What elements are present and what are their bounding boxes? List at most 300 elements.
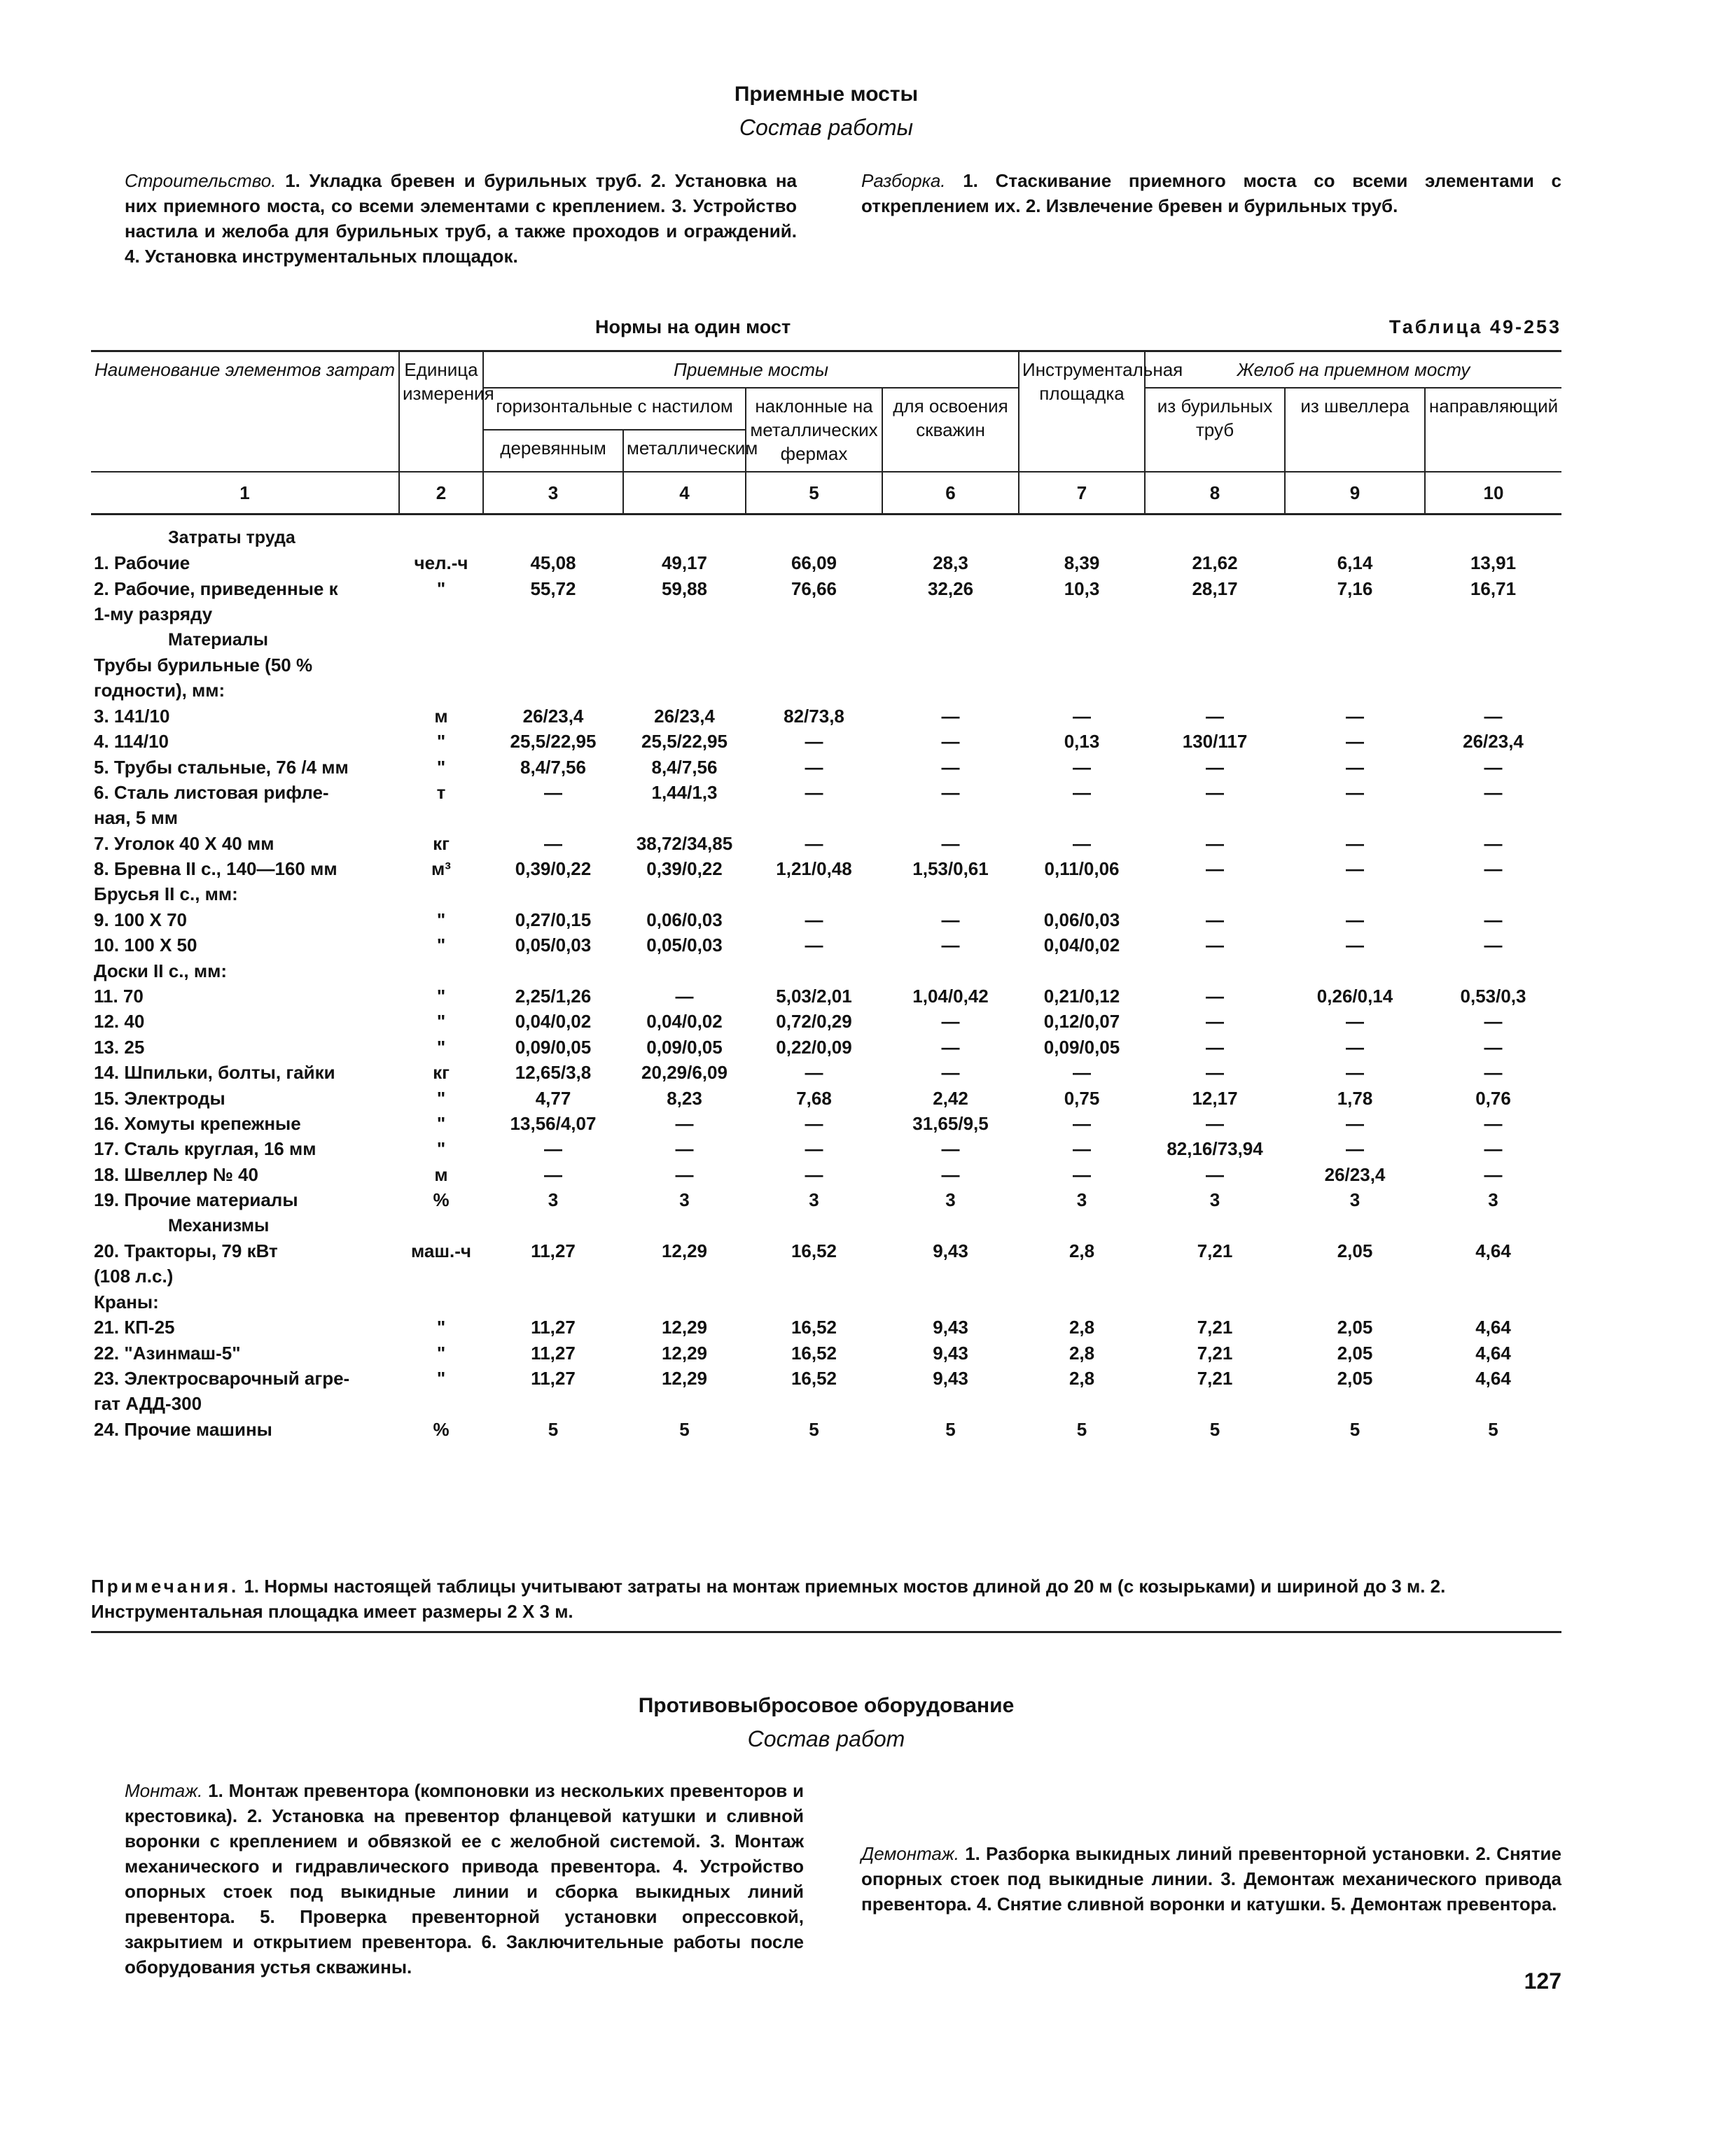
row-unit: маш.-ч [411, 1240, 471, 1261]
row-value: 3 [1209, 1189, 1220, 1211]
row-value: — [544, 1138, 562, 1160]
table-row [91, 1035, 1561, 1060]
row-value: 1,53/0,61 [912, 858, 989, 880]
row-unit: м [434, 705, 448, 727]
row-value [483, 1289, 623, 1315]
table-note [91, 1574, 1561, 1624]
row-value: 26/23,4 [522, 705, 584, 727]
row-value: 3 [679, 1189, 690, 1211]
row-value [1285, 1391, 1425, 1416]
row-unit [399, 805, 483, 830]
row-value: — [1073, 756, 1092, 778]
row-value: 4,64 [1475, 1367, 1511, 1389]
row-value: — [941, 781, 960, 803]
section1-title: Приемные мосты [734, 83, 919, 106]
row-value: 0,13 [1064, 731, 1100, 752]
row-value: 66,09 [791, 552, 837, 574]
row-unit [399, 601, 483, 626]
table-row [91, 1391, 1561, 1416]
row-unit: кг [433, 1062, 450, 1084]
section-label: Механизмы [168, 1215, 270, 1236]
row-value: — [1206, 1062, 1225, 1084]
row-unit: " [436, 1036, 446, 1058]
row-value [1425, 652, 1561, 678]
construction-lead: Строительство. [125, 170, 277, 191]
row-value: — [941, 934, 960, 956]
row-value [1019, 652, 1145, 678]
column-number: 8 [1145, 472, 1285, 514]
section1-heading [91, 83, 1561, 141]
row-value [623, 1391, 746, 1416]
row-value: 4,64 [1475, 1240, 1511, 1261]
row-value [1145, 601, 1285, 626]
row-name: 1. Рабочие [94, 552, 190, 574]
row-value: 7,68 [796, 1087, 832, 1109]
row-unit [399, 678, 483, 703]
table-row [91, 550, 1561, 575]
row-value: — [805, 934, 823, 956]
row-value: — [1484, 832, 1503, 854]
row-value: — [1206, 1011, 1225, 1032]
row-value [1285, 958, 1425, 983]
table-row [91, 1060, 1561, 1085]
row-value: 2,05 [1337, 1342, 1373, 1364]
row-value: — [941, 705, 960, 727]
row-value: 28,3 [933, 552, 968, 574]
row-value: 25,5/22,95 [510, 731, 597, 752]
row-value [623, 881, 746, 906]
row-value: — [544, 1163, 562, 1185]
table-row [91, 1187, 1561, 1212]
dismantle-text: 1. Стаскивание приемного моста со всеми элементами с откреплением их. 2. Извлечение бревен и бурильных труб. [861, 170, 1561, 216]
row-value: — [675, 1138, 694, 1160]
row-unit: чел.-ч [414, 552, 468, 574]
row-value: — [1206, 1112, 1225, 1134]
table-body [91, 514, 1561, 1443]
header-name: Наименование элементов затрат [91, 351, 399, 472]
mount-text: 1. Монтаж превентора (компоновки из нескольких превенторов и крестовика). 2. Установка на превентор фланцевой катушки и сливной воронки с креплением и обвязкой ее с желобной системой. 3. Монтаж механического и гидравлического привода превентора. 4. Устройство опорных стоек под выкидные линии и сборка выкидных линий превентора. 5. Проверка превенторной установки опрессовкой, закрытием и открытием превентора. 6. Заключительные работы после оборудования устья скважины. [125, 1780, 804, 1977]
row-value: 5 [809, 1418, 819, 1440]
row-name: 10. 100 X 50 [94, 934, 197, 956]
row-value: 26/23,4 [654, 705, 715, 727]
dismantle-lead: Разборка. [861, 170, 946, 191]
row-name: годности), мм: [94, 680, 225, 701]
row-value: — [1346, 781, 1365, 803]
row-value: 12,65/3,8 [515, 1062, 592, 1084]
row-value: — [941, 731, 960, 752]
row-unit [399, 881, 483, 906]
mount-paragraph [125, 1778, 804, 1980]
table-row [91, 1238, 1561, 1264]
column-number: 10 [1425, 472, 1561, 514]
section-divider [91, 1631, 1561, 1633]
row-value: 82,16/73,94 [1167, 1138, 1263, 1160]
row-value [882, 881, 1019, 906]
row-value [1425, 881, 1561, 906]
table-row [91, 1009, 1561, 1034]
row-unit: " [436, 1342, 446, 1364]
norms-table [91, 350, 1561, 1442]
row-value: — [941, 1138, 960, 1160]
row-value: 16,52 [791, 1367, 837, 1389]
row-value: 49,17 [661, 552, 708, 574]
row-value: 7,21 [1197, 1342, 1233, 1364]
row-unit [399, 1264, 483, 1289]
table-row [91, 831, 1561, 856]
construction-text: 1. Укладка бревен и бурильных труб. 2. Установка на них приемного моста, со всеми элементами с креплением. 3. Устройство настила и желоба для бурильных труб, а также проходов и ограждений. 4. Установка инструментальных площадок. [125, 170, 797, 267]
row-value [1019, 1264, 1145, 1289]
row-value: — [805, 1062, 823, 1084]
row-value: — [1346, 1036, 1365, 1058]
row-value [483, 805, 623, 830]
row-value: 7,21 [1197, 1367, 1233, 1389]
row-value [483, 678, 623, 703]
row-value: 16,52 [791, 1240, 837, 1261]
row-unit: " [436, 909, 446, 930]
row-value: 2,8 [1069, 1367, 1095, 1389]
row-value: — [805, 756, 823, 778]
row-value [1145, 1391, 1285, 1416]
header-horizontal: горизонтальные с настилом [483, 388, 746, 430]
row-value [746, 1289, 882, 1315]
mount-lead: Монтаж. [125, 1780, 203, 1801]
header-from-pipes: из бурильных труб [1145, 388, 1285, 472]
row-value: — [941, 756, 960, 778]
row-unit: " [436, 731, 446, 752]
row-value: — [941, 1163, 960, 1185]
row-value [1145, 958, 1285, 983]
row-name: гат АДД-300 [94, 1393, 202, 1415]
row-value: 5 [1209, 1418, 1220, 1440]
row-value: 10,3 [1064, 578, 1100, 599]
row-value: 12,29 [661, 1342, 708, 1364]
row-value: 4,77 [535, 1087, 571, 1109]
row-value: — [805, 1112, 823, 1134]
row-value [1285, 881, 1425, 906]
row-value: — [1073, 781, 1092, 803]
row-name: 8. Бревна II с., 140—160 мм [94, 858, 337, 880]
row-name: 5. Трубы стальные, 76 /4 мм [94, 756, 349, 778]
row-unit: " [436, 934, 446, 956]
dismount-paragraph [861, 1841, 1561, 1917]
row-name: 16. Хомуты крепежные [94, 1112, 301, 1134]
row-value: 6,14 [1337, 552, 1373, 574]
row-value [483, 1264, 623, 1289]
column-number: 9 [1285, 472, 1425, 514]
row-unit [399, 1289, 483, 1315]
row-value: — [1346, 832, 1365, 854]
section2-subtitle: Состав работ [747, 1726, 905, 1751]
header-tool-platform: Инструментальная площадка [1019, 351, 1145, 472]
row-unit: " [436, 1367, 446, 1389]
row-value: 1,04/0,42 [912, 986, 989, 1007]
row-value: — [1206, 858, 1225, 880]
table-section-row [91, 514, 1561, 551]
row-value: 3 [945, 1189, 956, 1211]
row-unit: " [436, 986, 446, 1007]
row-value: 0,21/0,12 [1043, 986, 1120, 1007]
dismount-lead: Демонтаж. [861, 1843, 960, 1864]
row-name: 4. 114/10 [94, 731, 169, 752]
row-name: 19. Прочие материалы [94, 1189, 298, 1211]
table-row [91, 780, 1561, 805]
row-value: 3 [809, 1189, 819, 1211]
row-value [1019, 881, 1145, 906]
row-value: 13,56/4,07 [510, 1112, 597, 1134]
row-value [746, 652, 882, 678]
row-value: 9,43 [933, 1367, 968, 1389]
row-value: 9,43 [933, 1240, 968, 1261]
row-value: — [1484, 1036, 1503, 1058]
row-value: 11,27 [531, 1342, 576, 1364]
row-unit: " [436, 578, 446, 599]
row-value [882, 1391, 1019, 1416]
table-row [91, 576, 1561, 601]
row-value [623, 1264, 746, 1289]
row-value: — [1346, 756, 1365, 778]
row-value: 9,43 [933, 1317, 968, 1338]
table-row [91, 1111, 1561, 1136]
row-value [746, 881, 882, 906]
row-unit: кг [433, 832, 450, 854]
row-value [746, 1391, 882, 1416]
row-name: (108 л.с.) [94, 1266, 174, 1287]
row-value: 0,39/0,22 [646, 858, 723, 880]
table-row [91, 805, 1561, 830]
row-unit: % [433, 1189, 450, 1211]
row-value: 3 [1349, 1189, 1360, 1211]
row-value: — [1073, 1138, 1092, 1160]
row-value [1425, 958, 1561, 983]
row-value: — [805, 731, 823, 752]
row-value: 59,88 [661, 578, 708, 599]
row-value: — [1346, 1138, 1365, 1160]
row-name: 17. Сталь круглая, 16 мм [94, 1138, 316, 1160]
column-number: 5 [746, 472, 882, 514]
row-value: 0,09/0,05 [1043, 1036, 1120, 1058]
row-value: — [1484, 934, 1503, 956]
table-header [91, 351, 1561, 514]
row-value: — [1206, 909, 1225, 930]
row-unit: " [436, 1087, 446, 1109]
page-number: 127 [1524, 1968, 1561, 1994]
row-name: 13. 25 [94, 1036, 145, 1058]
row-value: 5 [1349, 1418, 1360, 1440]
row-value: 3 [1076, 1189, 1087, 1211]
row-value: 12,29 [661, 1367, 708, 1389]
header-inclined: наклонные на металлических фермах [746, 388, 882, 472]
row-value: — [675, 1163, 694, 1185]
row-value: 16,71 [1470, 578, 1517, 599]
column-number: 3 [483, 472, 623, 514]
row-value: 16,52 [791, 1342, 837, 1364]
row-value: 32,26 [927, 578, 974, 599]
row-unit: м³ [431, 858, 451, 880]
row-value [882, 1264, 1019, 1289]
row-value [1145, 805, 1285, 830]
row-value [1145, 1264, 1285, 1289]
row-value: 0,06/0,03 [646, 909, 723, 930]
row-value: 8,39 [1064, 552, 1100, 574]
row-unit: " [436, 1112, 446, 1134]
row-value [746, 805, 882, 830]
row-value [1285, 652, 1425, 678]
table-row [91, 755, 1561, 780]
row-value: — [1073, 1112, 1092, 1134]
row-value: 0,05/0,03 [515, 934, 592, 956]
row-name: 24. Прочие машины [94, 1418, 272, 1440]
row-value: — [544, 781, 562, 803]
row-value: 0,76 [1475, 1087, 1511, 1109]
row-name: 6. Сталь листовая рифле- [94, 781, 329, 803]
row-value: 2,05 [1337, 1367, 1373, 1389]
row-value [1425, 1264, 1561, 1289]
row-value [1285, 805, 1425, 830]
row-unit: т [436, 781, 446, 803]
header-bridges: Приемные мосты [483, 351, 1019, 388]
row-value: 5 [548, 1418, 559, 1440]
row-value: — [1206, 832, 1225, 854]
row-value [1145, 652, 1285, 678]
table-row [91, 729, 1561, 754]
row-value: — [675, 986, 694, 1007]
table-row [91, 601, 1561, 626]
row-value: 2,42 [933, 1087, 968, 1109]
row-unit: " [436, 1011, 446, 1032]
row-value: — [805, 909, 823, 930]
row-name: 14. Шпильки, болты, гайки [94, 1062, 335, 1084]
row-value: 26/23,4 [1463, 731, 1524, 752]
row-value: 0,09/0,05 [515, 1036, 592, 1058]
row-value: — [1346, 934, 1365, 956]
row-name: 1-му разряду [94, 603, 213, 625]
row-value: 12,29 [661, 1240, 708, 1261]
table-number: Таблица 49-253 [1389, 316, 1561, 337]
row-value [483, 881, 623, 906]
note-text: 1. Нормы настоящей таблицы учитывают затраты на монтаж приемных мостов длиной до 20 м (с козырьками) и шириной до 3 м. 2. Инструментальная площадка имеет размеры 2 X 3 м. [91, 1576, 1446, 1622]
row-value: 12,29 [661, 1317, 708, 1338]
row-value [1425, 678, 1561, 703]
row-value [1019, 958, 1145, 983]
header-chute: Желоб на приемном мосту [1145, 351, 1561, 388]
row-unit: " [436, 756, 446, 778]
row-value [1019, 601, 1145, 626]
row-value: — [1484, 756, 1503, 778]
row-value [623, 678, 746, 703]
table-row [91, 881, 1561, 906]
row-unit [399, 652, 483, 678]
row-name: 23. Электросварочный агре- [94, 1367, 350, 1389]
row-value: 1,21/0,48 [776, 858, 852, 880]
row-value: 2,8 [1069, 1342, 1095, 1364]
row-name: 11. 70 [94, 986, 144, 1007]
row-value: 4,64 [1475, 1317, 1511, 1338]
row-value: 45,08 [530, 552, 576, 574]
header-guiding: направляющий [1425, 388, 1561, 472]
row-name: 9. 100 X 70 [94, 909, 187, 930]
row-value: 82/73,8 [784, 705, 844, 727]
row-name: ная, 5 мм [94, 807, 178, 829]
row-unit: % [433, 1418, 450, 1440]
row-value: — [1073, 832, 1092, 854]
header-wells: для освоения скважин [882, 388, 1019, 472]
row-value: 7,21 [1197, 1240, 1233, 1261]
row-name: 21. КП-25 [94, 1317, 175, 1338]
row-value: 9,43 [933, 1342, 968, 1364]
row-value: 0,12/0,07 [1043, 1011, 1120, 1032]
row-value: — [1206, 705, 1225, 727]
header-from-channel: из швеллера [1285, 388, 1425, 472]
row-value: — [1484, 1163, 1503, 1185]
table-row [91, 1366, 1561, 1391]
row-value: — [1346, 858, 1365, 880]
row-value [746, 958, 882, 983]
row-value [1425, 601, 1561, 626]
row-value [882, 652, 1019, 678]
row-value: — [805, 781, 823, 803]
column-number: 2 [399, 472, 483, 514]
row-value: — [1484, 858, 1503, 880]
row-value: 1,78 [1337, 1087, 1373, 1109]
row-value: 7,16 [1337, 578, 1373, 599]
row-value: 2,05 [1337, 1240, 1373, 1261]
row-value [746, 1264, 882, 1289]
row-value: 5 [1488, 1418, 1498, 1440]
row-value: — [1346, 1011, 1365, 1032]
row-value [882, 805, 1019, 830]
row-value: 0,09/0,05 [646, 1036, 723, 1058]
table-section-row [91, 627, 1561, 652]
row-value: — [1484, 1112, 1503, 1134]
row-value [1145, 881, 1285, 906]
row-value: — [675, 1112, 694, 1134]
row-value: 0,04/0,02 [515, 1011, 592, 1032]
row-value: 20,29/6,09 [641, 1062, 728, 1084]
row-value: 26/23,4 [1324, 1163, 1386, 1185]
row-name: 18. Швеллер № 40 [94, 1163, 258, 1185]
row-value: 31,65/9,5 [912, 1112, 989, 1134]
row-value: — [941, 1011, 960, 1032]
row-value: — [1346, 705, 1365, 727]
row-value [1425, 1391, 1561, 1416]
row-value [1019, 1391, 1145, 1416]
row-value: 4,64 [1475, 1342, 1511, 1364]
row-value: 0,11/0,06 [1044, 858, 1120, 880]
row-value: 8,4/7,56 [651, 756, 718, 778]
table-row [91, 1136, 1561, 1161]
row-name: 2. Рабочие, приведенные к [94, 578, 338, 599]
section-label: Материалы [168, 629, 268, 650]
dismantle-paragraph [861, 168, 1561, 218]
row-unit: " [436, 1138, 446, 1160]
table-row [91, 856, 1561, 881]
row-value: 5,03/2,01 [776, 986, 852, 1007]
row-value [1019, 805, 1145, 830]
row-value: 0,06/0,03 [1043, 909, 1120, 930]
row-value [746, 678, 882, 703]
row-value: 0,05/0,03 [646, 934, 723, 956]
table-section-row [91, 1213, 1561, 1238]
row-value: 2,05 [1337, 1317, 1373, 1338]
row-name: Краны: [94, 1291, 159, 1312]
row-value: — [941, 832, 960, 854]
row-value: — [1346, 909, 1365, 930]
row-value: 2,8 [1069, 1317, 1095, 1338]
row-value: — [1346, 1062, 1365, 1084]
row-value [623, 805, 746, 830]
table-row [91, 1340, 1561, 1366]
row-value: 5 [945, 1418, 956, 1440]
